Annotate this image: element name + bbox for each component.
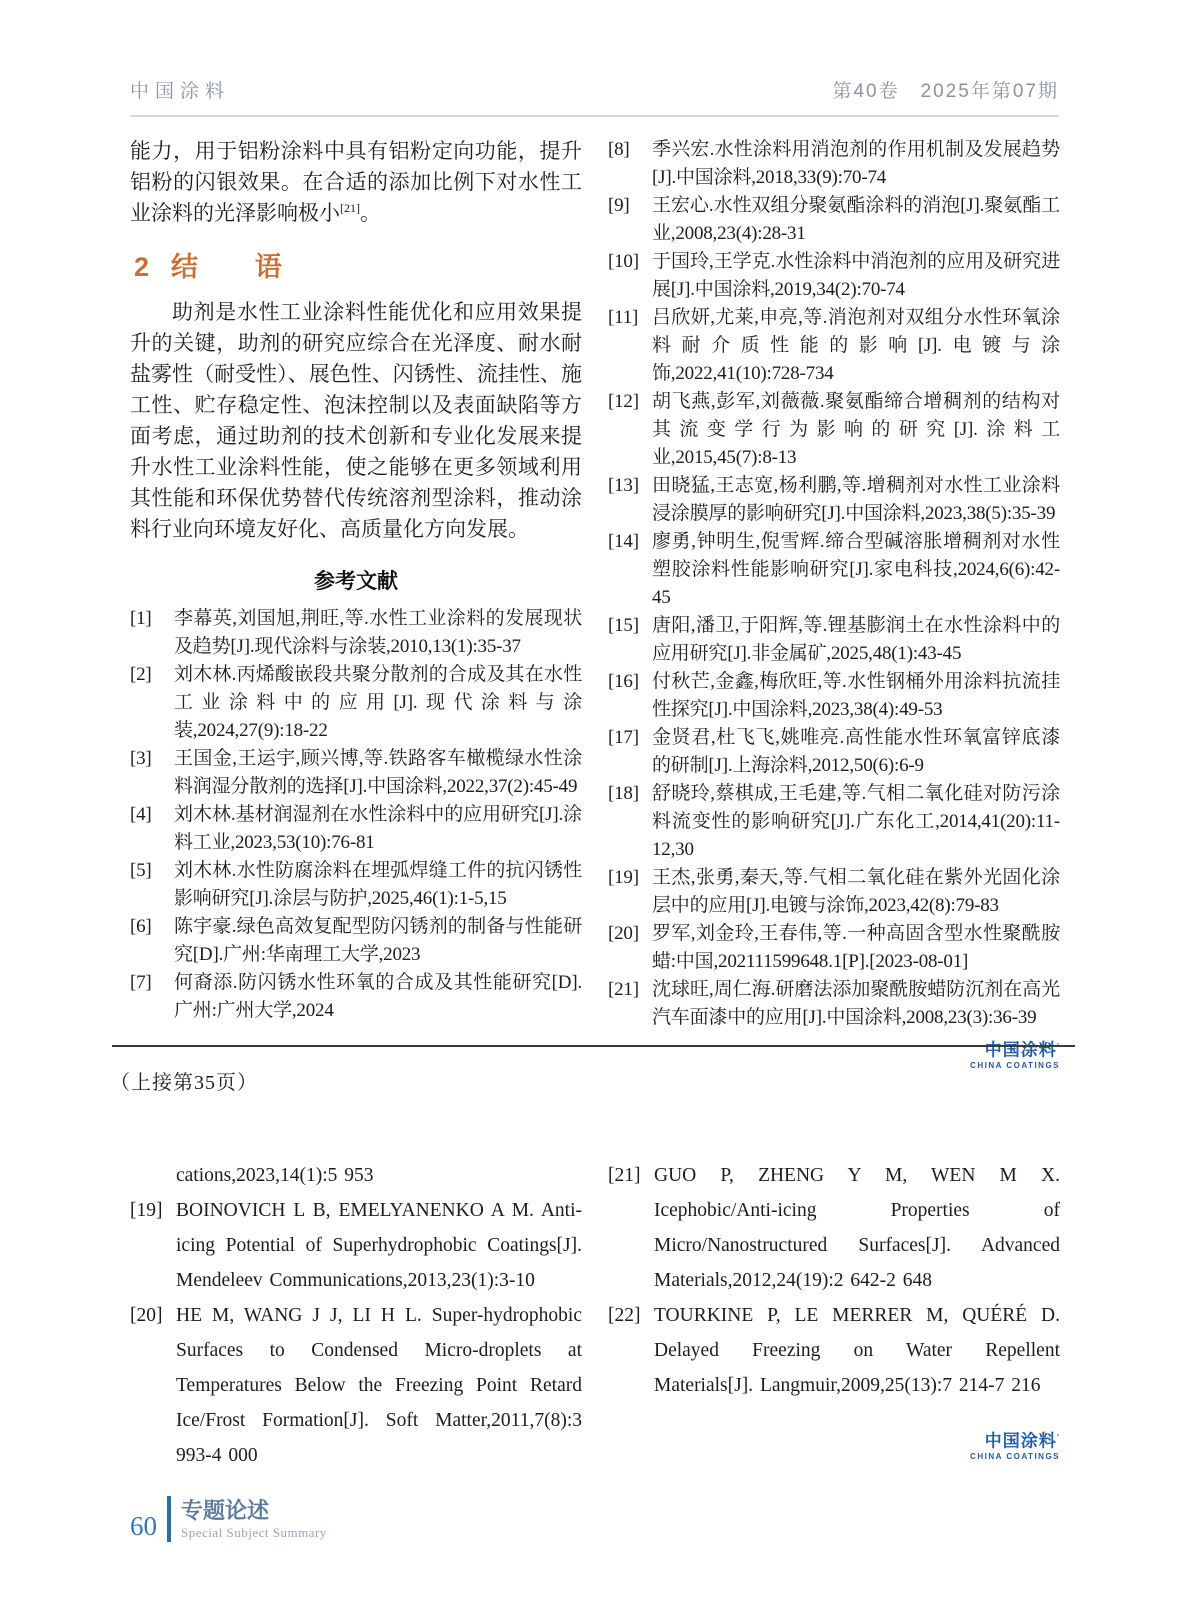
intro-paragraph-text: 能力，用于铝粉涂料中具有铝粉定向功能，提升铝粉的闪银效果。在合适的添加比例下对水性工业涂料的光泽影响极小 bbox=[130, 139, 582, 225]
reference-text: 沈球旺,周仁海.研磨法添加聚酰胺蜡防沉剂在高光汽车面漆中的应用[J].中国涂料,2008,23(3):36-39 bbox=[652, 979, 1060, 1028]
china-coatings-logo bbox=[608, 1038, 1060, 1071]
footer-section-title-en: Special Subject Summary bbox=[181, 1524, 327, 1540]
reference-number: [2] bbox=[130, 664, 152, 685]
china-coatings-logo bbox=[608, 1429, 1060, 1462]
reference-number: [6] bbox=[130, 916, 152, 937]
reference-item bbox=[608, 612, 1060, 668]
reference-number: [14] bbox=[608, 531, 639, 552]
logo-cn-name: 中国涂料 bbox=[984, 1040, 1057, 1060]
section-number: 2 bbox=[134, 252, 150, 282]
footer-page-number: 60 bbox=[130, 1511, 157, 1541]
reference-number: [4] bbox=[130, 804, 152, 825]
reference-text: 王杰,张勇,秦天,等.气相二氧化硅在紫外光固化涂层中的应用[J].电镀与涂饰,2023,42(8):79-83 bbox=[652, 867, 1060, 916]
reference-number: [15] bbox=[608, 615, 639, 636]
footer-section-titles bbox=[181, 1498, 327, 1541]
reference-item bbox=[608, 976, 1060, 1032]
reference-text: 舒晓玲,蔡棋成,王毛建,等.气相二氧化硅对防污涂料流变性的影响研究[J].广东化工,2014,41(20):11-12,30 bbox=[652, 783, 1060, 860]
reference-item bbox=[608, 528, 1060, 612]
reference-text: BOINOVICH L B, EMELYANENKO A M. Anti-icing Potential of Superhydrophobic Coatings[J]. Mendeleev Communications,2013,23(1):3-10 bbox=[176, 1200, 582, 1291]
reference-item bbox=[608, 1298, 1060, 1403]
reference-item bbox=[130, 661, 582, 745]
reference-text: 付秋芒,金鑫,梅欣旺,等.水性钢桶外用涂料抗流挂性探究[J].中国涂料,2023,38(4):49-53 bbox=[652, 671, 1060, 720]
section-divider bbox=[112, 1045, 1075, 1047]
reference-number: [19] bbox=[130, 1200, 163, 1221]
logo-en-text: CHINA COATINGS bbox=[970, 1060, 1060, 1070]
reference-list-left bbox=[130, 605, 582, 1025]
reference-text: 陈宇豪.绿色高效复配型防闪锈剂的制备与性能研究[D].广州:华南理工大学,2023 bbox=[174, 916, 582, 965]
logo-cn-text bbox=[985, 1038, 1060, 1060]
reference-item bbox=[608, 724, 1060, 780]
logo-cn-text bbox=[985, 1429, 1060, 1451]
reference-item bbox=[130, 605, 582, 661]
header-journal-name: 中国涂料 bbox=[130, 81, 231, 102]
reference-text: 于国玲,王学克.水性涂料中消泡剂的应用及研究进展[J].中国涂料,2019,34(2):70-74 bbox=[652, 251, 1060, 300]
reference-item bbox=[608, 136, 1060, 192]
reference-item bbox=[130, 745, 582, 801]
reference-number: [21] bbox=[608, 979, 639, 1000]
page-footer bbox=[130, 1496, 327, 1542]
reference-text: 刘木林.丙烯酸嵌段共聚分散剂的合成及其在水性工业涂料中的应用[J].现代涂料与涂装,2024,27(9):18-22 bbox=[174, 664, 582, 741]
intro-paragraph-tail: 。 bbox=[360, 201, 381, 225]
reference-item bbox=[608, 304, 1060, 388]
reference-item bbox=[608, 248, 1060, 304]
reference-number: [5] bbox=[130, 860, 152, 881]
reference-number: [20] bbox=[608, 923, 639, 944]
reference-text: GUO P, ZHENG Y M, WEN M X. Icephobic/Anti-icing Properties of Micro/Nanostructured Surfaces[J]. Advanced Materials,2012,24(19):2 642-2 648 bbox=[654, 1165, 1060, 1291]
reference-number: [17] bbox=[608, 727, 639, 748]
continuation-left-list bbox=[130, 1158, 582, 1473]
reference-item bbox=[608, 668, 1060, 724]
logo-cn-name: 中国涂料 bbox=[984, 1431, 1057, 1451]
page-header bbox=[130, 76, 1059, 117]
logo-trademark-mark: ’ bbox=[1056, 1433, 1060, 1442]
reference-text: 唐阳,潘卫,于阳辉,等.锂基膨润土在水性涂料中的应用研究[J].非金属矿,2025,48(1):43-45 bbox=[652, 615, 1060, 664]
reference-number: [8] bbox=[608, 139, 630, 160]
footer-section-title-cn: 专题论述 bbox=[181, 1497, 270, 1523]
footer-divider-bar bbox=[167, 1496, 171, 1542]
reference-text: cations,2023,14(1):5 953 bbox=[176, 1165, 374, 1186]
reference-number: [18] bbox=[608, 783, 639, 804]
reference-text: 罗军,刘金玲,王春伟,等.一种高固含型水性聚酰胺蜡:中国,202111599648.1[P].[2023-08-01] bbox=[652, 923, 1060, 972]
reference-number: [1] bbox=[130, 608, 152, 629]
reference-text: 季兴宏.水性涂料用消泡剂的作用机制及发展趋势[J].中国涂料,2018,33(9):70-74 bbox=[652, 139, 1060, 188]
reference-number: [10] bbox=[608, 251, 639, 272]
reference-item bbox=[608, 864, 1060, 920]
bottom-left-column bbox=[130, 1158, 582, 1473]
reference-item bbox=[608, 920, 1060, 976]
section-title: 结 语 bbox=[171, 252, 297, 282]
header-issue-info: 第40卷 2025年第07期 bbox=[832, 81, 1059, 102]
logo-trademark-mark: ’ bbox=[1056, 1042, 1060, 1051]
reference-text: 刘木林.水性防腐涂料在埋弧焊缝工件的抗闪锈性影响研究[J].涂层与防护,2025,46(1):1-5,15 bbox=[174, 860, 582, 909]
logo-en-text: CHINA COATINGS bbox=[970, 1451, 1060, 1461]
reference-item bbox=[608, 780, 1060, 864]
section-heading-conclusion bbox=[134, 245, 582, 284]
reference-item bbox=[608, 388, 1060, 472]
reference-number: [12] bbox=[608, 391, 639, 412]
reference-text: 刘木林.基材润湿剂在水性涂料中的应用研究[J].涂料工业,2023,53(10):76-81 bbox=[174, 804, 582, 853]
reference-number: [7] bbox=[130, 972, 152, 993]
reference-item bbox=[608, 472, 1060, 528]
reference-item bbox=[608, 192, 1060, 248]
reference-text: 王宏心.水性双组分聚氨酯涂料的消泡[J].聚氨酯工业,2008,23(4):28-31 bbox=[652, 195, 1060, 244]
reference-item bbox=[130, 1158, 582, 1193]
reference-number: [11] bbox=[608, 307, 639, 328]
conclusion-paragraph: 助剂是水性工业涂料性能优化和应用效果提升的关键，助剂的研究应综合在光泽度、耐水耐盐雾性（耐受性）、展色性、闪锈性、流挂性、施工性、贮存稳定性、泡沫控制以及表面缺陷等方面考虑，通过助剂的技术创新和专业化发展来提升水性工业涂料性能，使之能够在更多领域利用其性能和环保优势替代传统溶剂型涂料，推动涂料行业向环境友好化、高质量化方向发展。 bbox=[130, 300, 582, 541]
reference-text: 吕欣妍,尤莱,申亮,等.消泡剂对双组分水性环氧涂料耐介质性能的影响[J].电镀与涂饰,2022,41(10):728-734 bbox=[652, 307, 1060, 384]
reference-text: HE M, WANG J J, LI H L. Super-hydrophobic Surfaces to Condensed Micro-droplets at Temperatures Below the Freezing Point Retard Ice/Frost Formation[J]. Soft Matter,2011,7(8):3 993-4 000 bbox=[176, 1305, 582, 1466]
reference-item bbox=[608, 1158, 1060, 1298]
reference-number: [21] bbox=[608, 1165, 641, 1186]
reference-number: [3] bbox=[130, 748, 152, 769]
continuation-note: （上接第35页） bbox=[110, 1072, 258, 1094]
reference-number: [19] bbox=[608, 867, 639, 888]
bottom-right-column bbox=[608, 1158, 1060, 1473]
reference-number: [16] bbox=[608, 671, 639, 692]
reference-item bbox=[130, 969, 582, 1025]
reference-text: 廖勇,钟明生,倪雪辉.缔合型碱溶胀增稠剂对水性塑胶涂料性能影响研究[J].家电科技,2024,6(6):42-45 bbox=[652, 531, 1060, 608]
reference-text: 胡飞燕,彭军,刘薇薇.聚氨酯缔合增稠剂的结构对其流变学行为影响的研究[J].涂料工业,2015,45(7):8-13 bbox=[652, 391, 1060, 468]
reference-text: 田晓猛,王志宽,杨利鹏,等.增稠剂对水性工业涂料浸涂膜厚的影响研究[J].中国涂料,2023,38(5):35-39 bbox=[652, 475, 1060, 524]
reference-number: [22] bbox=[608, 1305, 641, 1326]
right-column bbox=[608, 136, 1060, 1071]
citation-superscript: [21] bbox=[340, 201, 360, 215]
intro-paragraph bbox=[130, 136, 582, 229]
reference-text: 金贤君,杜飞飞,姚唯亮.高性能水性环氧富锌底漆的研制[J].上海涂料,2012,50(6):6-9 bbox=[652, 727, 1060, 776]
continuation-right-list bbox=[608, 1158, 1060, 1403]
reference-text: TOURKINE P, LE MERRER M, QUÉRÉ D. Delayed Freezing on Water Repellent Materials[J]. Langmuir,2009,25(13):7 214-7 216 bbox=[654, 1305, 1060, 1396]
reference-text: 何裔添.防闪锈水性环氧的合成及其性能研究[D].广州:广州大学,2024 bbox=[174, 972, 582, 1021]
left-column bbox=[130, 136, 582, 1071]
reference-text: 李幕英,刘国旭,荆旺,等.水性工业涂料的发展现状及趋势[J].现代涂料与涂装,2010,13(1):35-37 bbox=[174, 608, 582, 657]
reference-number: [9] bbox=[608, 195, 630, 216]
continued-references-section bbox=[130, 1158, 1060, 1473]
reference-text: 王国金,王运宇,顾兴博,等.铁路客车橄榄绿水性涂料润湿分散剂的选择[J].中国涂料,2022,37(2):45-49 bbox=[174, 748, 582, 797]
reference-item bbox=[130, 857, 582, 913]
reference-number bbox=[130, 1158, 176, 1193]
reference-item bbox=[130, 913, 582, 969]
references-title: 参考文献 bbox=[314, 570, 398, 593]
reference-item bbox=[130, 1298, 582, 1473]
main-content bbox=[130, 136, 1060, 1071]
reference-number: [20] bbox=[130, 1305, 163, 1326]
reference-item bbox=[130, 801, 582, 857]
reference-list-right bbox=[608, 136, 1060, 1032]
reference-number: [13] bbox=[608, 475, 639, 496]
reference-item bbox=[130, 1193, 582, 1298]
